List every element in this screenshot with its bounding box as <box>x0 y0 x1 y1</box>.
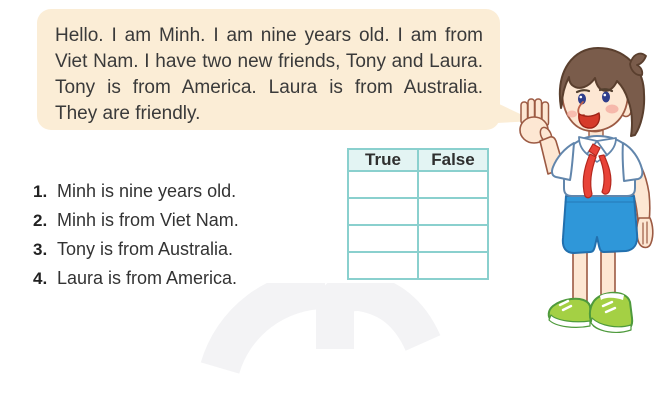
statement-text: Minh is from Viet Nam. <box>57 210 239 230</box>
statement-number: 4. <box>33 268 48 288</box>
shoe-left <box>549 299 591 328</box>
true-false-table <box>347 148 489 280</box>
blush-right <box>606 105 619 114</box>
statement-number: 2. <box>33 210 48 230</box>
boy-waving-illustration <box>500 38 667 348</box>
blush-left <box>567 111 577 118</box>
answer-cell-true-4[interactable] <box>348 252 418 279</box>
speech-bubble-text: Hello. I am Minh. I am nine years old. I am from Viet Nam. I have two new friends, Tony and Laura. Tony is from America. Laura is from Australia. They are friendly. <box>55 25 483 124</box>
watermark-logo <box>140 283 500 418</box>
table-row <box>348 198 488 225</box>
answer-cell-true-1[interactable] <box>348 171 418 198</box>
hair-tuft <box>630 54 646 76</box>
speech-bubble <box>37 9 500 130</box>
shoe-right <box>590 293 632 333</box>
statements-list <box>33 177 333 293</box>
column-header-true: True <box>348 149 418 171</box>
statement-text: Minh is nine years old. <box>57 181 237 201</box>
answer-cell-true-2[interactable] <box>348 198 418 225</box>
answer-cell-false-3[interactable] <box>418 225 488 252</box>
statement-text: Tony is from Australia. <box>57 239 234 259</box>
leg-right <box>601 252 615 298</box>
statement-1 <box>33 177 333 206</box>
boy-head <box>560 48 646 136</box>
table-row <box>348 225 488 252</box>
statement-3 <box>33 235 333 264</box>
table-row <box>348 252 488 279</box>
sleeve-right <box>623 143 643 181</box>
statement-4 <box>33 264 333 293</box>
eye-right <box>602 92 610 103</box>
column-header-false: False <box>418 149 488 171</box>
statement-number: 3. <box>33 239 48 259</box>
shirt <box>552 136 642 196</box>
statement-text: Laura is from America. <box>57 268 238 288</box>
answer-cell-true-3[interactable] <box>348 225 418 252</box>
answer-cell-false-1[interactable] <box>418 171 488 198</box>
statement-number: 1. <box>33 181 48 201</box>
leg-left <box>573 252 587 302</box>
statement-2 <box>33 206 333 235</box>
table-header-row <box>348 149 488 171</box>
shorts <box>563 196 637 253</box>
answer-cell-false-2[interactable] <box>418 198 488 225</box>
table-row <box>348 171 488 198</box>
answer-cell-false-4[interactable] <box>418 252 488 279</box>
